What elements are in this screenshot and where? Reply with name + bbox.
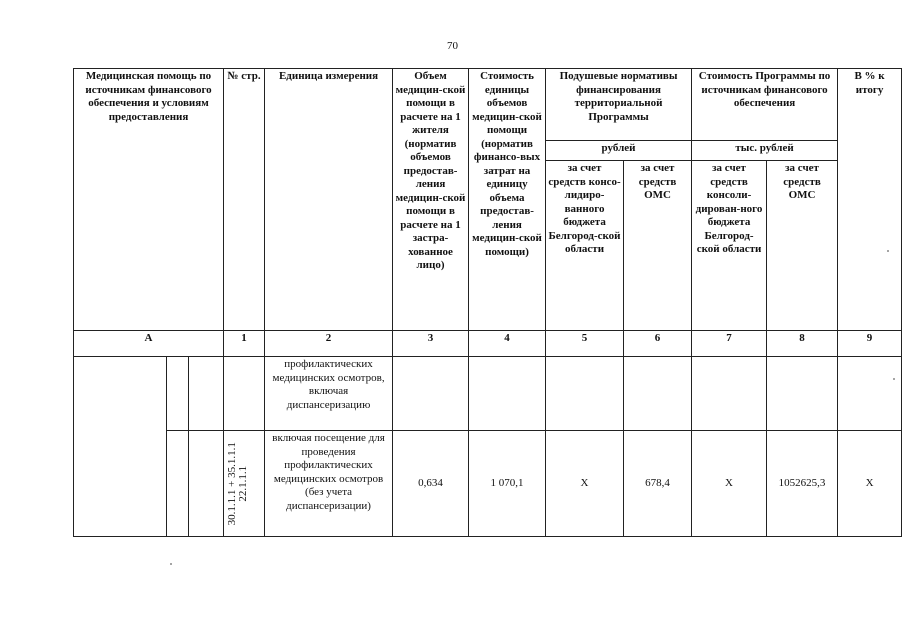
header-unit: Единица измерения <box>265 69 393 331</box>
header-thousand-rubles: тыс. рублей <box>692 141 838 161</box>
table-row <box>74 357 902 431</box>
column-number-9: 9 <box>838 331 902 357</box>
header-rubles: рублей <box>546 141 692 161</box>
table-row <box>74 431 902 537</box>
cell-empty <box>74 357 167 537</box>
header-oms-6: за счет средств ОМС <box>624 161 692 331</box>
cell-empty <box>167 431 189 537</box>
cell-unit: включая посещение для проведения профилактических медицинских осмотров (без учета диспансеризации) <box>265 431 393 537</box>
header-percent: В % к итогу <box>838 69 902 331</box>
cell-budget-cost: Х <box>692 431 767 537</box>
header-per-capita-group: Подушевые нормативы финансирования территориальной Программы <box>546 69 692 141</box>
column-number-8: 8 <box>767 331 838 357</box>
header-oms-8: за счет средств ОМС <box>767 161 838 331</box>
header-volume: Объем медицин-ской помощи в расчете на 1 жителя (норматив объемов предостав-ления медицин-ской помощи в расчете на 1 застра-хованное лицо) <box>393 69 469 331</box>
cell-budget-per-capita: Х <box>546 431 624 537</box>
header-program-cost-group: Стоимость Программы по источникам финансового обеспечения <box>692 69 838 141</box>
cell-oms-per-capita: 678,4 <box>624 431 692 537</box>
header-unit-cost: Стоимость единицы объемов медицин-ской помощи (норматив финансо-вых затрат на единицу объема предостав-ления медицин-ской помощи) <box>469 69 546 331</box>
cell-budget-per-capita <box>546 357 624 431</box>
cell-code <box>189 431 238 537</box>
scan-speck <box>893 378 895 380</box>
cell-oms-cost <box>767 357 838 431</box>
column-number-4: 4 <box>469 331 546 357</box>
column-number-5: 5 <box>546 331 624 357</box>
column-number-7: 7 <box>692 331 767 357</box>
header-consolidated-budget-7: за счет средств консоли-дирован-ного бюджета Белгород-ской области <box>692 161 767 331</box>
column-number-a: А <box>74 331 224 357</box>
column-number-1: 1 <box>224 331 265 357</box>
code-rotated: 30.1.1.1 + 35.1.1.1 <box>225 441 238 526</box>
cell-line-number <box>224 357 265 431</box>
cell-unit-cost: 1 070,1 <box>469 431 546 537</box>
cell-oms-per-capita <box>624 357 692 431</box>
header-medical-care: Медицинская помощь по источникам финансового обеспечения и условиям предоставления <box>74 69 224 331</box>
cell-code <box>189 357 224 431</box>
program-cost-table <box>73 68 902 537</box>
header-consolidated-budget-5: за счет средств консо-лидиро-ванного бюджета Белгород-ской области <box>546 161 624 331</box>
cell-unit: профилактических медицинских осмотров, включая диспансеризацию <box>265 357 393 431</box>
cell-volume: 0,634 <box>393 431 469 537</box>
scan-speck <box>170 563 172 565</box>
cell-volume <box>393 357 469 431</box>
scan-speck <box>887 250 889 252</box>
cell-unit-cost <box>469 357 546 431</box>
cell-empty <box>167 357 189 431</box>
page-number: 70 <box>447 40 458 52</box>
header-line-number: № стр. <box>224 69 265 331</box>
cell-percent <box>838 357 902 431</box>
cell-percent: Х <box>838 431 902 537</box>
cell-oms-cost: 1052625,3 <box>767 431 838 537</box>
line-number-rotated: 22.1.1.1 <box>237 465 250 502</box>
column-number-3: 3 <box>393 331 469 357</box>
cell-budget-cost <box>692 357 767 431</box>
column-number-6: 6 <box>624 331 692 357</box>
column-number-2: 2 <box>265 331 393 357</box>
